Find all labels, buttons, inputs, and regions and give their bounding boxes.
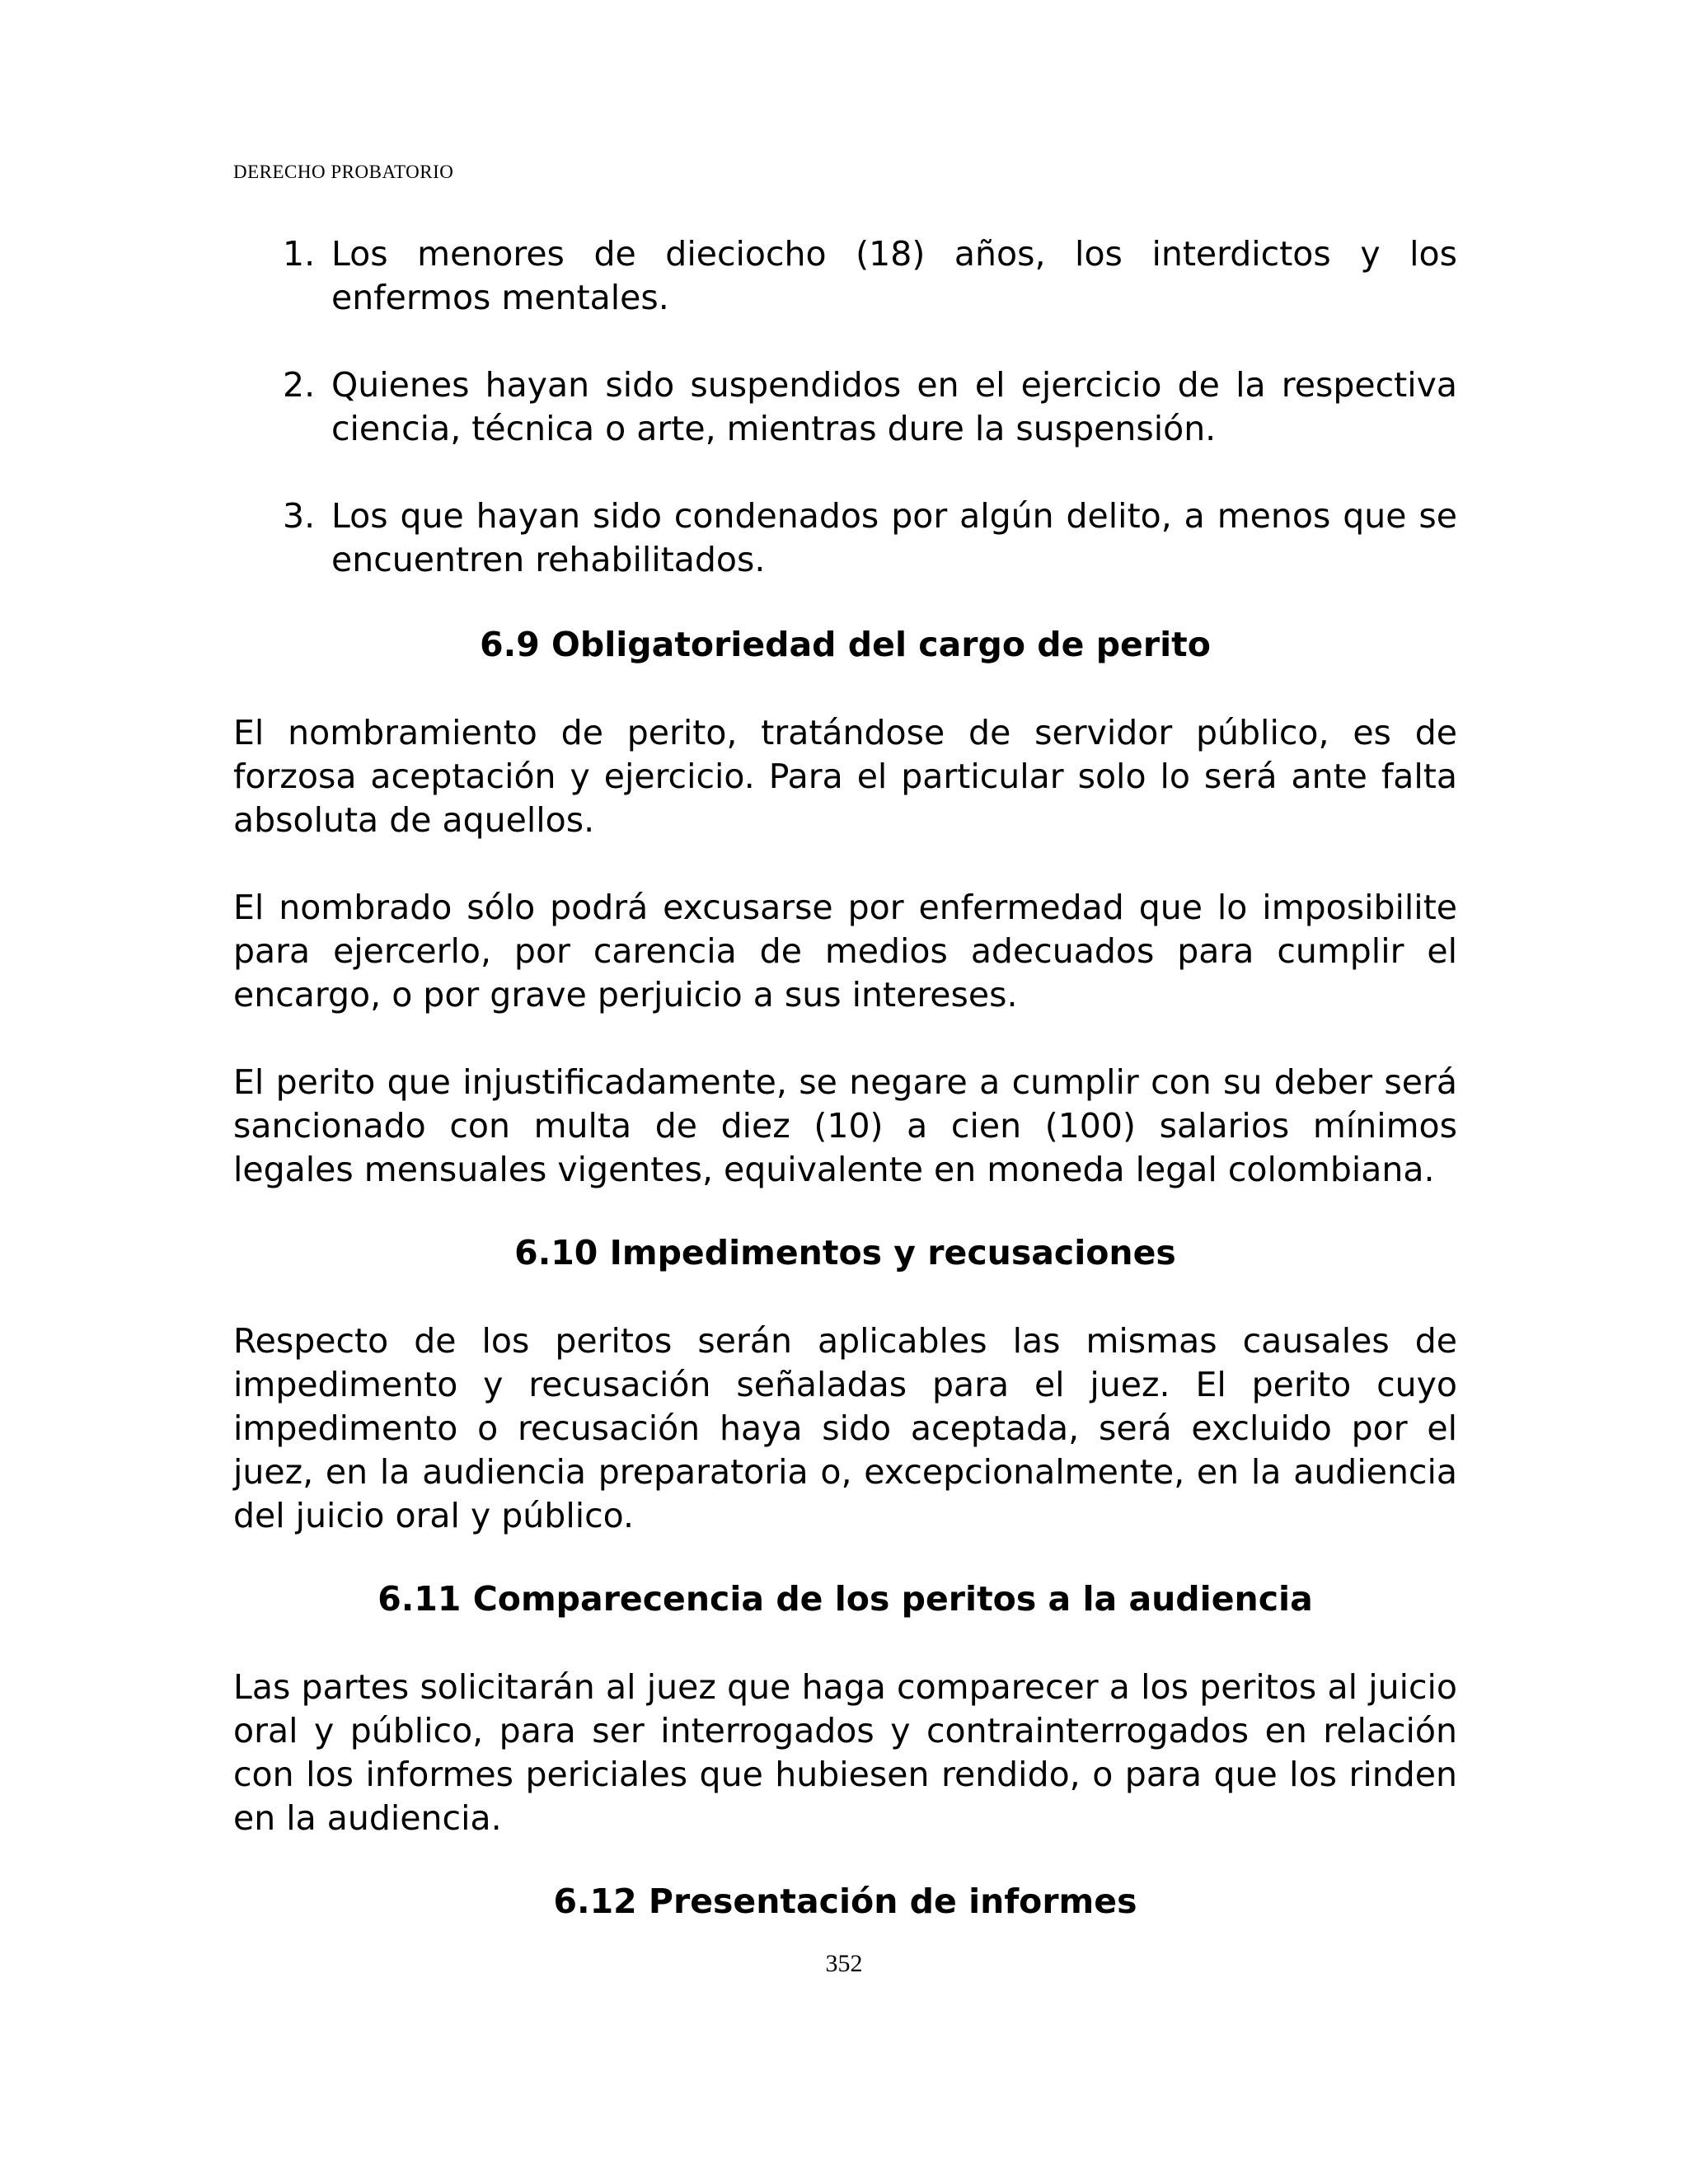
list-item-text: Los menores de dieciocho (18) años, los interdictos y los enfermos mentales. xyxy=(331,234,1457,317)
running-header: DERECHO PROBATORIO xyxy=(233,162,454,182)
section-heading: 6.11 Comparecencia de los peritos a la audiencia xyxy=(377,1579,1313,1619)
list-item-number: 2. xyxy=(283,365,316,405)
page-content xyxy=(233,232,1457,1968)
list-item-text: Los que hayan sido condenados por algún delito, a menos que se encuentren rehabilitados. xyxy=(331,496,1457,579)
list-item xyxy=(233,494,1457,582)
list-item xyxy=(233,363,1457,451)
body-paragraph: El nombrado sólo podrá excusarse por enfermedad que lo imposibilite para ejercerlo, por carencia de medios adecuados para cumplir el encargo, o por grave perjuicio a sus intereses. xyxy=(233,888,1457,1015)
numbered-list xyxy=(233,232,1457,582)
body-paragraph: Las partes solicitarán al juez que haga comparecer a los peritos al juicio oral y público, para ser interrogados y contrainterrogados en relación con los informes periciales que hubiesen rendido, o para que los rinden en la audiencia. xyxy=(233,1667,1457,1838)
list-item xyxy=(233,232,1457,320)
list-item-text: Quienes hayan sido suspendidos en el ejercicio de la respectiva ciencia, técnica o arte, mientras dure la suspensión. xyxy=(331,365,1457,448)
body-paragraph: El nombramiento de perito, tratándose de servidor público, es de forzosa aceptación y ejercicio. Para el particular solo lo será ante falta absoluta de aquellos. xyxy=(233,713,1457,840)
section-heading: 6.9 Obligatoriedad del cargo de perito xyxy=(480,625,1211,664)
body-paragraph: Respecto de los peritos serán aplicables las mismas causales de impedimento y recusación señaladas para el juez. El perito cuyo impedimento o recusación haya sido aceptada, será excluido por el juez, en la audiencia preparatoria o, excepcionalmente, en la audiencia del juicio oral y público. xyxy=(233,1321,1457,1535)
page-number: 352 xyxy=(825,1950,863,1977)
list-item-number: 1. xyxy=(283,234,316,274)
list-item-number: 3. xyxy=(283,496,316,536)
body-paragraph: El perito que injustificadamente, se negare a cumplir con su deber será sancionado con multa de diez (10) a cien (100) salarios mínimos legales mensuales vigentes, equivalente en moneda legal colombiana. xyxy=(233,1062,1457,1189)
section-heading: 6.12 Presentación de informes xyxy=(553,1882,1137,1921)
section-heading: 6.10 Impedimentos y recusaciones xyxy=(514,1233,1176,1272)
